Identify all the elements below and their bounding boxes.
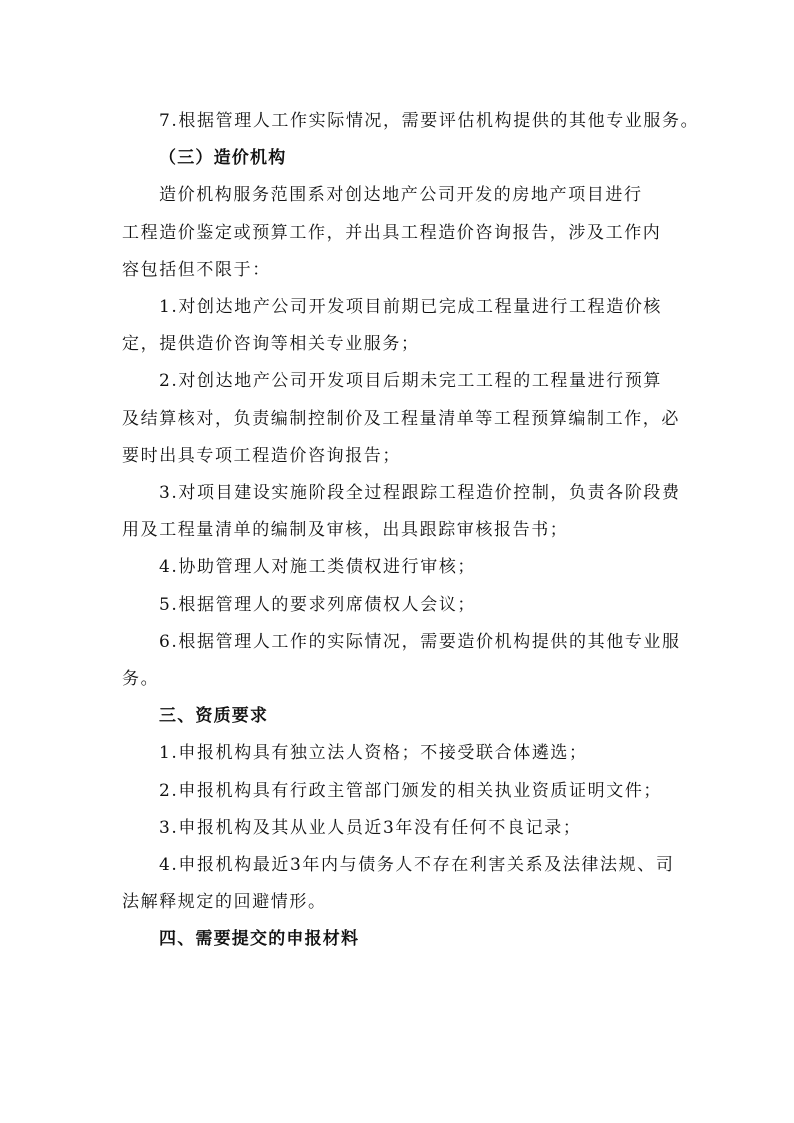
list-item-line: 2.申报机构具有行政主管部门颁发的相关执业资质证明文件； <box>159 781 663 801</box>
paragraph-line: 容包括但不限于： <box>122 260 271 280</box>
list-item-line: 5.根据管理人的要求列席债权人会议； <box>159 595 477 615</box>
paragraph-line: 造价机构服务范围系对创达地产公司开发的房地产项目进行 <box>159 185 643 205</box>
list-item-line: 要时出具专项工程造价咨询报告； <box>122 446 401 466</box>
item-7-line: 7.根据管理人工作实际情况，需要评估机构提供的其他专业服务。 <box>159 111 700 131</box>
section-heading-qualifications: 三、资质要求 <box>159 706 269 726</box>
section-heading-materials: 四、需要提交的申报材料 <box>159 929 360 949</box>
section-heading-cost-agency: （三）造价机构 <box>159 148 287 168</box>
list-item-line: 4.申报机构最近3年内与债务人不存在利害关系及法律法规、司 <box>159 855 675 875</box>
list-item-line: 1.申报机构具有独立法人资格；不接受联合体遴选； <box>159 743 588 763</box>
list-item-line: 4.协助管理人对施工类债权进行审核； <box>159 557 477 577</box>
paragraph-line: 工程造价鉴定或预算工作，并出具工程造价咨询报告，涉及工作内 <box>122 223 662 243</box>
list-item-line: 及结算核对，负责编制控制价及工程量清单等工程预算编制工作，必 <box>122 409 680 429</box>
list-item-line: 3.申报机构及其从业人员近3年没有任何不良记录； <box>159 818 582 838</box>
list-item-line: 定，提供造价咨询等相关专业服务； <box>122 334 420 354</box>
list-item-line: 法解释规定的回避情形。 <box>122 892 327 912</box>
list-item-line: 用及工程量清单的编制及审核，出具跟踪审核报告书； <box>122 520 569 540</box>
list-item-line: 务。 <box>122 669 160 689</box>
list-item-line: 1.对创达地产公司开发项目前期已完成工程量进行工程造价核 <box>159 297 663 317</box>
list-item-line: 6.根据管理人工作的实际情况，需要造价机构提供的其他专业服 <box>159 632 681 652</box>
list-item-line: 2.对创达地产公司开发项目后期未完工工程的工程量进行预算 <box>159 371 663 391</box>
list-item-line: 3.对项目建设实施阶段全过程跟踪工程造价控制，负责各阶段费 <box>159 483 681 503</box>
